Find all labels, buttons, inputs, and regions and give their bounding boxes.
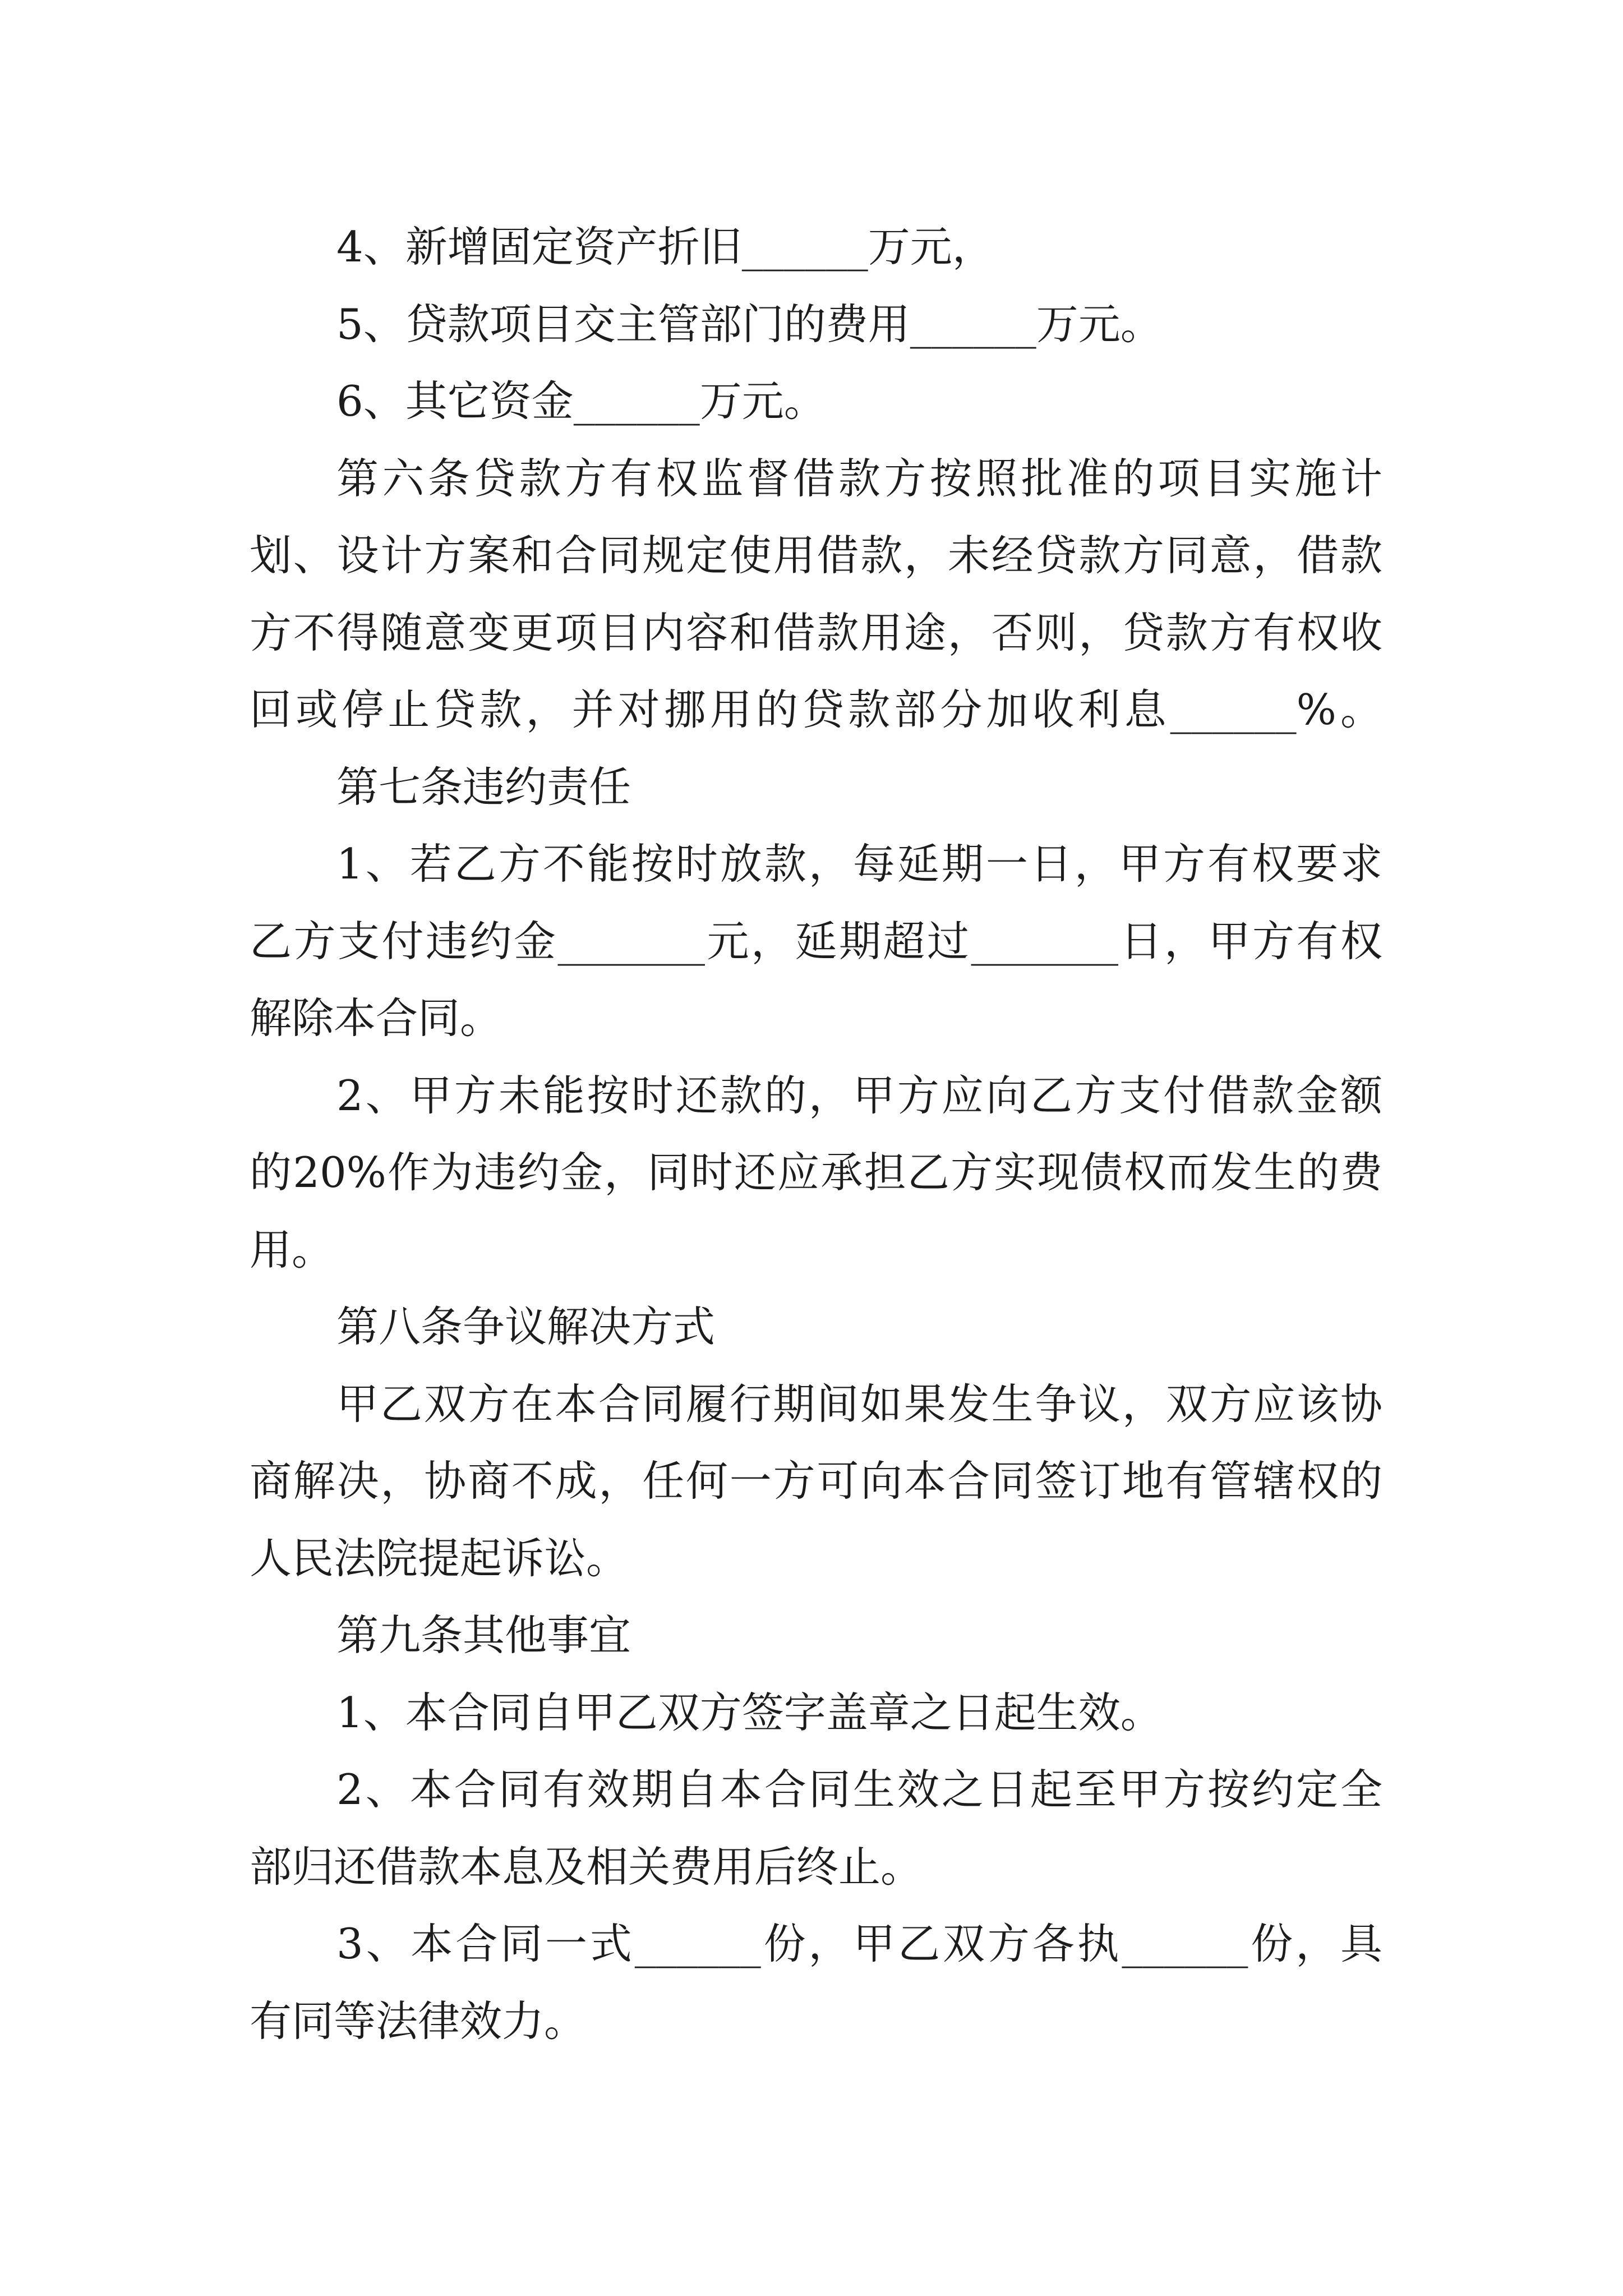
section-heading: 第九条其他事宜 [336, 1611, 631, 1660]
text-line: 人民法院提起诉讼。 [250, 1534, 629, 1583]
text-line: 商解决，协商不成，任何一方可向本合同签订地有管辖权的 [250, 1456, 1382, 1506]
text-line: 划、设计方案和合同规定使用借款，未经贷款方同意，借款 [250, 531, 1382, 580]
text-line: 甲乙双方在本合同履行期间如果发生争议，双方应该协 [336, 1379, 1382, 1429]
section-heading: 第八条争议解决方式 [336, 1302, 716, 1351]
text-line: 4、新增固定资产折旧______万元， [336, 222, 994, 272]
text-line: 方不得随意变更项目内容和借款用途，否则，贷款方有权收 [250, 608, 1382, 657]
text-line: 乙方支付违约金_______元，延期超过_______日，甲方有权 [250, 917, 1382, 966]
text-line: 1、本合同自甲乙双方签字盖章之日起生效。 [336, 1688, 1163, 1737]
text-line: 5、贷款项目交主管部门的费用______万元。 [336, 300, 1163, 349]
text-line: 3、本合同一式______份，甲乙双方各执______份，具 [336, 1919, 1382, 1968]
text-line: 6、其它资金______万元。 [336, 376, 826, 426]
text-line: 解除本合同。 [250, 993, 502, 1043]
text-line: 有同等法律效力。 [250, 1996, 587, 2046]
text-line: 1、若乙方不能按时放款，每延期一日，甲方有权要求 [336, 839, 1382, 889]
text-line: 的20%作为违约金，同时还应承担乙方实现债权而发生的费 [250, 1148, 1382, 1197]
text-line: 2、本合同有效期自本合同生效之日起至甲方按约定全 [336, 1765, 1382, 1814]
text-line: 第六条贷款方有权监督借款方按照批准的项目实施计 [336, 454, 1382, 503]
section-heading: 第七条违约责任 [336, 762, 631, 812]
text-line: 部归还借款本息及相关费用后终止。 [250, 1842, 923, 1892]
text-line: 回或停止贷款，并对挪用的贷款部分加收利息______%。 [250, 685, 1382, 734]
text-line: 用。 [250, 1225, 334, 1274]
text-line: 2、甲方未能按时还款的，甲方应向乙方支付借款金额 [336, 1071, 1382, 1120]
